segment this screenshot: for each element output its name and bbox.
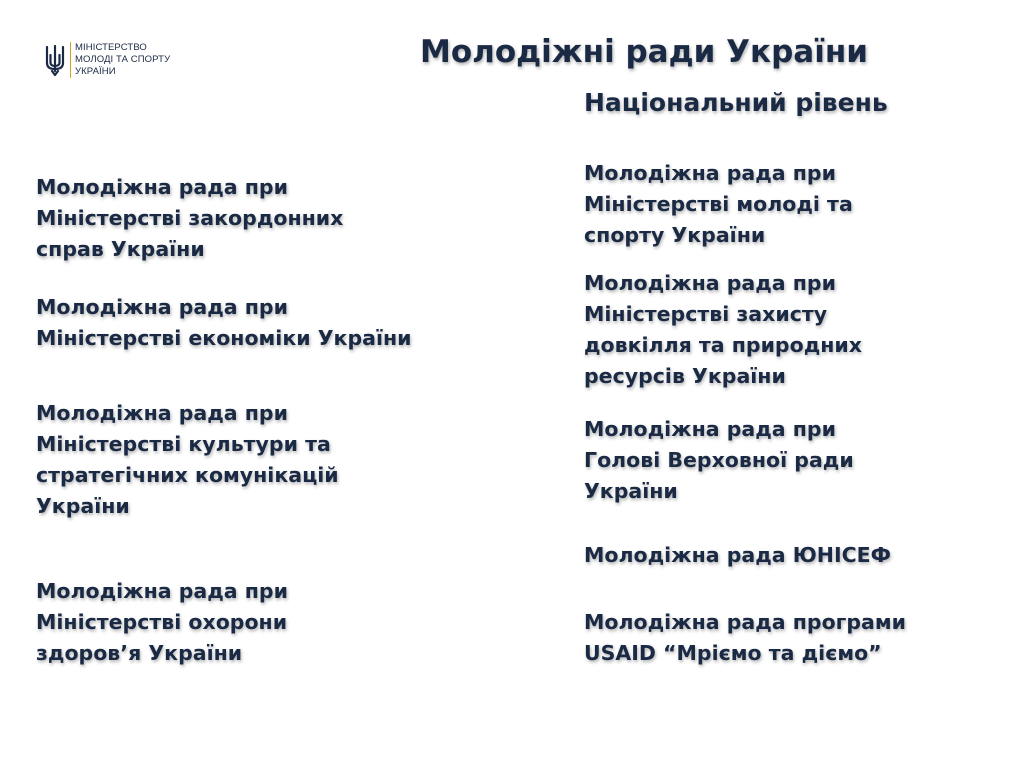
logo-divider bbox=[70, 42, 71, 78]
logo-line: МІНІСТЕРСТВО bbox=[75, 42, 147, 53]
section-subtitle: Національний рівень bbox=[584, 88, 888, 117]
council-line: України bbox=[36, 494, 130, 518]
council-line: Молодіжна рада при bbox=[36, 401, 288, 425]
council-youth-sports bbox=[584, 158, 853, 251]
logo-text bbox=[75, 42, 170, 78]
council-line: Молодіжна рада ЮНІСЕФ bbox=[584, 543, 891, 567]
council-line: здоров’я України bbox=[36, 641, 243, 665]
council-line: Молодіжна рада при bbox=[36, 295, 288, 319]
council-environment bbox=[584, 268, 862, 392]
council-line: USAID “Мріємо та діємо” bbox=[584, 641, 882, 665]
council-line: Молодіжна рада програми bbox=[584, 610, 906, 634]
council-usaid bbox=[584, 607, 906, 669]
council-line: Міністерстві молоді та bbox=[584, 192, 853, 216]
council-line: Міністерстві охорони bbox=[36, 610, 288, 634]
council-line: Голові Верховної ради bbox=[584, 448, 854, 472]
council-line: стратегічних комунікацій bbox=[36, 463, 339, 487]
council-line: спорту України bbox=[584, 223, 766, 247]
council-line: ресурсів України bbox=[584, 364, 786, 388]
council-line: Міністерстві закордонних bbox=[36, 206, 344, 230]
logo-line: УКРАЇНИ bbox=[75, 66, 116, 77]
council-line: довкілля та природних bbox=[584, 333, 863, 357]
council-economy bbox=[36, 292, 412, 354]
council-verkhovna-rada bbox=[584, 414, 854, 507]
council-line: Молодіжна рада при bbox=[584, 417, 836, 441]
council-mfa bbox=[36, 172, 343, 265]
council-culture bbox=[36, 398, 339, 522]
council-unicef bbox=[584, 540, 891, 571]
trident-icon bbox=[44, 43, 66, 77]
ministry-logo bbox=[44, 42, 170, 78]
council-line: Міністерстві економіки України bbox=[36, 326, 412, 350]
council-line: Молодіжна рада при bbox=[584, 161, 836, 185]
page-title: Молодіжні ради України bbox=[420, 34, 868, 70]
council-line: справ України bbox=[36, 237, 205, 261]
council-line: Молодіжна рада при bbox=[36, 579, 288, 603]
council-line: Молодіжна рада при bbox=[584, 271, 836, 295]
logo-line: МОЛОДІ ТА СПОРТУ bbox=[75, 54, 171, 65]
council-line: Міністерстві захисту bbox=[584, 302, 828, 326]
council-line: Молодіжна рада при bbox=[36, 175, 288, 199]
council-health bbox=[36, 576, 288, 669]
council-line: Міністерстві культури та bbox=[36, 432, 331, 456]
council-line: України bbox=[584, 479, 678, 503]
